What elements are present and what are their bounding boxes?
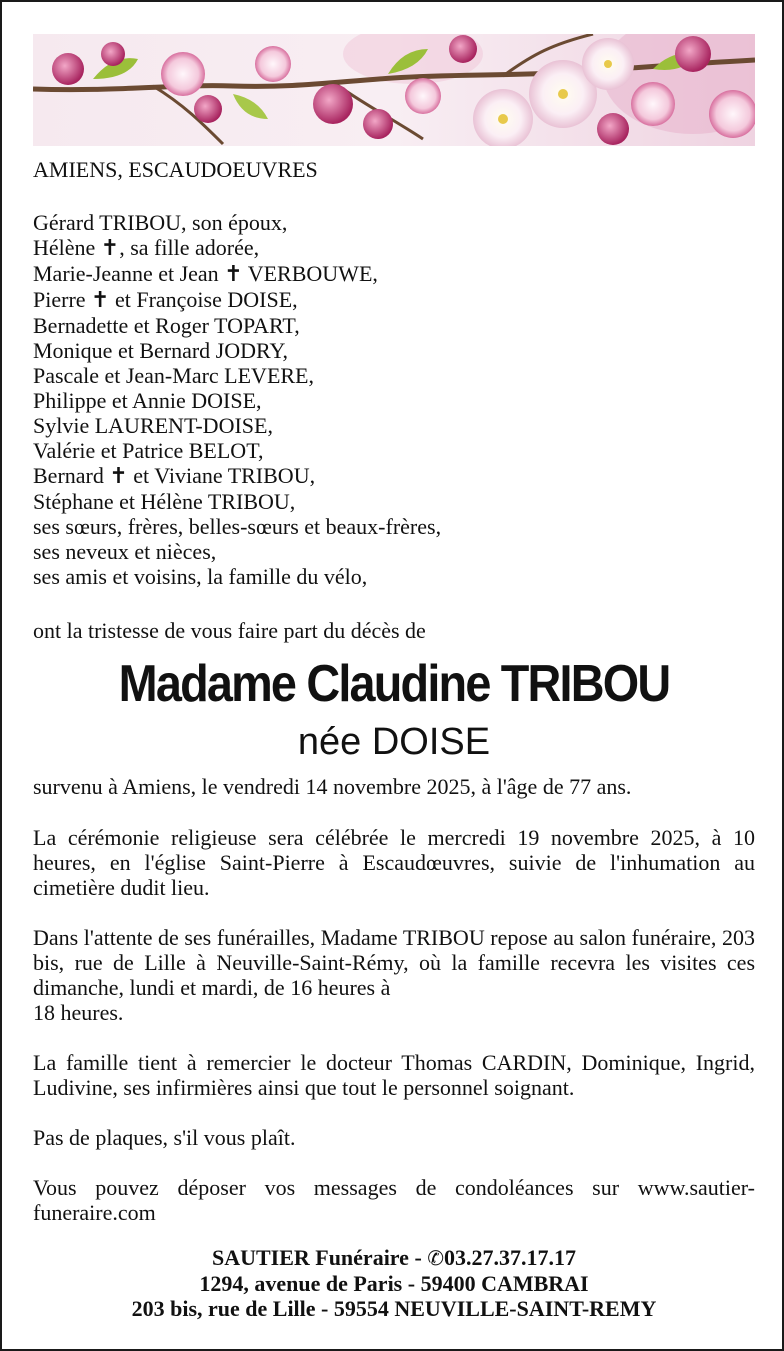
family-member-line bbox=[33, 489, 755, 514]
family-member-line bbox=[33, 338, 755, 363]
family-member-text: , sa fille adorée, bbox=[119, 235, 260, 260]
cross-icon: ✝ bbox=[224, 262, 243, 287]
footer-company-line bbox=[2, 1245, 784, 1271]
family-member-line bbox=[33, 363, 755, 388]
cross-icon: ✝ bbox=[100, 236, 120, 261]
family-member-line bbox=[33, 210, 755, 235]
deceased-name: Madame Claudine TRIBOU bbox=[118, 655, 670, 713]
family-member-text: Sylvie LAURENT-DOISE, bbox=[33, 413, 273, 438]
family-member-line bbox=[33, 287, 755, 313]
wake-text: Dans l'attente de ses funérailles, Madame TRIBOU repose au salon funéraire, 203 bis, rue de Lille à Neuville-Saint-Rémy, où la famille recevra les visites ces dimanche, lundi et mardi, de 16 heures à bbox=[33, 925, 755, 1000]
funeral-home-phone: 03.27.37.17.17 bbox=[444, 1245, 577, 1270]
funeral-home-address-cambrai: 1294, avenue de Paris - 59400 CAMBRAI bbox=[199, 1271, 589, 1296]
family-member-line bbox=[33, 438, 755, 463]
family-member-text: Gérard TRIBOU, son époux, bbox=[33, 210, 288, 235]
ceremony-paragraph: La cérémonie religieuse sera célébrée le mercredi 19 novembre 2025, à 10 heures, en l'église Saint-Pierre à Escaudœuvres, suivie de l'inhumation au cimetière dudit lieu. bbox=[33, 825, 755, 900]
family-member-line bbox=[33, 539, 755, 564]
cherry-blossom-banner-image bbox=[33, 34, 755, 146]
wake-text-end: 18 heures. bbox=[33, 1000, 124, 1025]
family-member-line bbox=[33, 564, 755, 589]
thanks-paragraph: La famille tient à remercier le docteur Thomas CARDIN, Dominique, Ingrid, Ludivine, ses infirmières ainsi que tout le personnel soignant. bbox=[33, 1050, 755, 1100]
family-member-text: Valérie et Patrice BELOT, bbox=[33, 438, 264, 463]
wake-paragraph bbox=[33, 925, 755, 1025]
family-member-text: Pascale et Jean-Marc LEVERE, bbox=[33, 363, 314, 388]
cross-icon: ✝ bbox=[109, 464, 128, 489]
flowers-note: Pas de plaques, s'il vous plaît. bbox=[33, 1125, 296, 1150]
family-member-text: Bernadette et Roger TOPART, bbox=[33, 313, 300, 338]
family-member-text: Pierre bbox=[33, 287, 92, 312]
death-details: survenu à Amiens, le vendredi 14 novembre 2025, à l'âge de 77 ans. bbox=[33, 774, 632, 799]
family-member-text: VERBOUWE, bbox=[242, 261, 378, 286]
family-member-line bbox=[33, 261, 755, 287]
family-member-text: Marie-Jeanne et Jean bbox=[33, 261, 225, 286]
family-member-line bbox=[33, 388, 755, 413]
family-member-text: ses amis et voisins, la famille du vélo, bbox=[33, 564, 368, 589]
condolences-paragraph: Vous pouvez déposer vos messages de condoléances sur www.sautier-funeraire.com bbox=[33, 1175, 755, 1225]
family-member-text: ses neveux et nièces, bbox=[33, 539, 217, 564]
blossom-illustration bbox=[33, 34, 755, 146]
family-member-text: Hélène bbox=[33, 235, 101, 260]
announcement-intro: ont la tristesse de vous faire part du décès de bbox=[33, 618, 426, 643]
location-heading: AMIENS, ESCAUDOEUVRES bbox=[33, 157, 318, 182]
funeral-home-name: SAUTIER Funéraire - bbox=[211, 1245, 428, 1270]
funeral-home-address-neuville: 203 bis, rue de Lille - 59554 NEUVILLE-SAINT-REMY bbox=[131, 1296, 657, 1321]
family-member-text: Philippe et Annie DOISE, bbox=[33, 388, 262, 413]
family-member-line bbox=[33, 463, 755, 489]
family-member-text: et Viviane TRIBOU, bbox=[127, 463, 316, 488]
family-members-list bbox=[33, 210, 755, 589]
phone-icon: ✆ bbox=[427, 1246, 445, 1270]
family-member-line bbox=[33, 413, 755, 438]
family-member-text: Monique et Bernard JODRY, bbox=[33, 338, 289, 363]
family-member-text: et Françoise DOISE, bbox=[109, 287, 298, 312]
cross-icon: ✝ bbox=[91, 288, 110, 313]
family-member-text: Stéphane et Hélène TRIBOU, bbox=[33, 489, 296, 514]
family-member-line bbox=[33, 235, 755, 261]
family-member-text: Bernard bbox=[33, 463, 110, 488]
funeral-home-footer bbox=[2, 1245, 784, 1321]
family-member-line bbox=[33, 313, 755, 338]
maiden-name: née DOISE bbox=[297, 721, 491, 763]
family-member-line bbox=[33, 514, 755, 539]
family-member-text: ses sœurs, frères, belles-sœurs et beaux-frères, bbox=[33, 514, 442, 539]
